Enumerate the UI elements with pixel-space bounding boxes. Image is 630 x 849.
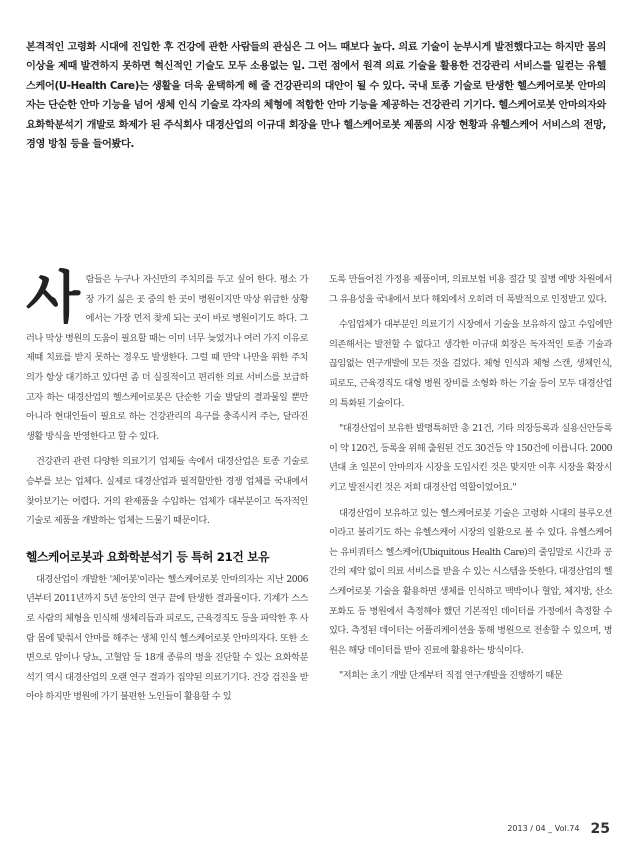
body-paragraph: 건강관리 관련 다양한 의료기기 업체들 속에서 대경산업은 토종 기술로 승부를 보는 업체다. 실제로 대경산업과 필적할만한 경쟁 업체를 국내에서 찾아보기는 어렵다. 거의 완제품을 수입하는 업체가 대부분이고 독자적인 기술로 제품을 개발하는 업체는 드물기 때문이다. (26, 456, 308, 527)
page-footer (507, 818, 610, 837)
body-paragraph (26, 265, 308, 446)
paragraph-text: 람들은 누구나 자신만의 주치의를 두고 싶어 한다. 평소 가장 가기 싫은 곳 중의 한 곳이 병원이지만 막상 위급한 상황에서는 가장 먼저 찾게 되는 곳이 바로 병원이기도 하다. 그러나 막상 병원의 도움이 필요할 때는 이미 너무 늦었거나 여러 가지 이유로 제때 치료를 받지 못하는 경우도 발생한다. 그럴 때 만약 나만을 위한 주치의가 항상 대기하고 있다면 좀 더 실질적이고 편리한 의료 서비스를 보급하고자 하는 대경산업의 헬스케어로봇은 단순한 기술 발달의 결과물일 뿐만 아니라 현대인들이 필요로 하는 건강관리의 욕구를 충족시켜 주는, 달라진 생활 방식을 반영한다고 할 수 있다. (26, 274, 308, 442)
issue-label: 2013 / 04 _ Vol.74 (507, 824, 580, 833)
intro-lead-paragraph: 본격적인 고령화 시대에 진입한 후 건강에 관한 사람들의 관심은 그 어느 때보다 높다. 의료 기술이 눈부시게 발전했다고는 하지만 몸의 이상을 제때 발견하지 못하면 혁신적인 기술도 모두 소용없는 일. 그런 점에서 원격 의료 기술을 활용한 건강관리 서비스를 일컫는 유헬스케어(U-Health Care)는 생활을 더욱 윤택하게 해 줄 건강관리의 대안이 될 수 있다. 국내 토종 기술로 탄생한 헬스케어로봇 안마의자는 단순한 안마 기능을 넘어 생체 인식 기술로 각자의 체형에 적합한 안마 기능을 제공하는 건강관리 기기다. 헬스케어로봇 안마의자와 요화학분석기 개발로 화제가 된 주식회사 대경산업의 이규대 회장을 만나 헬스케어로봇 제품의 시장 현황과 유헬스케어 서비스의 전망, 경영 방침 등을 들어봤다. (26, 42, 606, 151)
section-subheading: 헬스케어로봇과 요화학분석기 등 특허 21건 보유 (26, 549, 270, 564)
page-number: 25 (590, 821, 610, 837)
drop-cap: 사 (26, 265, 80, 331)
body-paragraph: 대경산업이 보유하고 있는 헬스케어로봇 기술은 고령화 시대의 블루오션이라고 불리기도 하는 유헬스케어 시장의 일환으로 볼 수 있다. 유헬스케어는 유비쿼터스 헬스케어(Ubiquitous Health Care)의 줄임말로 시간과 공간의 제약 없이 의료 서비스를 받을 수 있는 시스템을 뜻한다. 대경산업의 헬스케어로봇 기술을 활용하면 생체를 인식하고 맥박이나 혈압, 체지방, 산소포화도 등 병원에서 측정해야 했던 기본적인 데이터를 가정에서 측정할 수 있다. 측정된 데이터는 어플리케이션을 통해 병원으로 전송할 수 있으며, 병원은 해당 데이터를 받아 진료에 활용하는 방식이다. (329, 507, 612, 656)
body-paragraph: 도록 만들어진 가정용 제품이며, 의료보험 비용 절감 및 질병 예방 차원에서 그 유용성을 국내에서 보다 해외에서 오히려 더 폭발적으로 인정받고 있다. (329, 274, 612, 305)
quote-paragraph: "대경산업이 보유한 발명특허만 총 21건, 기타 의장등록과 실용신안등록이 약 120건, 등록을 위해 출원된 건도 30건등 약 150건에 이릅니다. 2000년대 초 일본이 안마의자 시장을 도입시킨 것은 맞지만 이후 시장을 확장시키고 발전시킨 것은 저희 대경산업 역할이었어요." (329, 423, 612, 493)
quote-paragraph: "저희는 초기 개발 단계부터 직접 연구개발을 진행하기 때문 (339, 670, 563, 682)
left-column (26, 265, 308, 707)
right-column (329, 270, 612, 686)
body-paragraph: 대경산업이 개발한 '체어봇'이라는 헬스케어로봇 안마의자는 지난 2006년부터 2011년까지 5년 동안의 연구 끝에 탄생한 결과물이다. 기계가 스스로 사람의 체형을 인식해 생체리듬과 피로도, 근육경직도 등을 파악한 후 사람 몸에 맞춰서 안마를 해주는 생체 인식 헬스케어로봇 안마의자다. 또한 소변으로 암이나 당뇨, 고혈압 등 18개 종류의 병을 진단할 수 있는 요화학분석기 역시 대경산업의 오랜 연구 결과가 집약된 의료기기다. 건강 검진을 받아야 하지만 병원에 가기 불편한 노인들이 활용할 수 있 (26, 573, 308, 703)
body-paragraph: 수입업체가 대부분인 의료기기 시장에서 기술을 보유하지 않고 수입에만 의존해서는 발전할 수 없다고 생각한 이규대 회장은 독자적인 토종 기술과 끊임없는 연구개발에 모든 것을 걸었다. 체형 인식과 체형 스캔, 생체인식, 피로도, 근육경직도 대형 병원 장비를 소형화 하는 기술 등이 모두 대경산업의 특화된 기술이다. (329, 319, 612, 409)
